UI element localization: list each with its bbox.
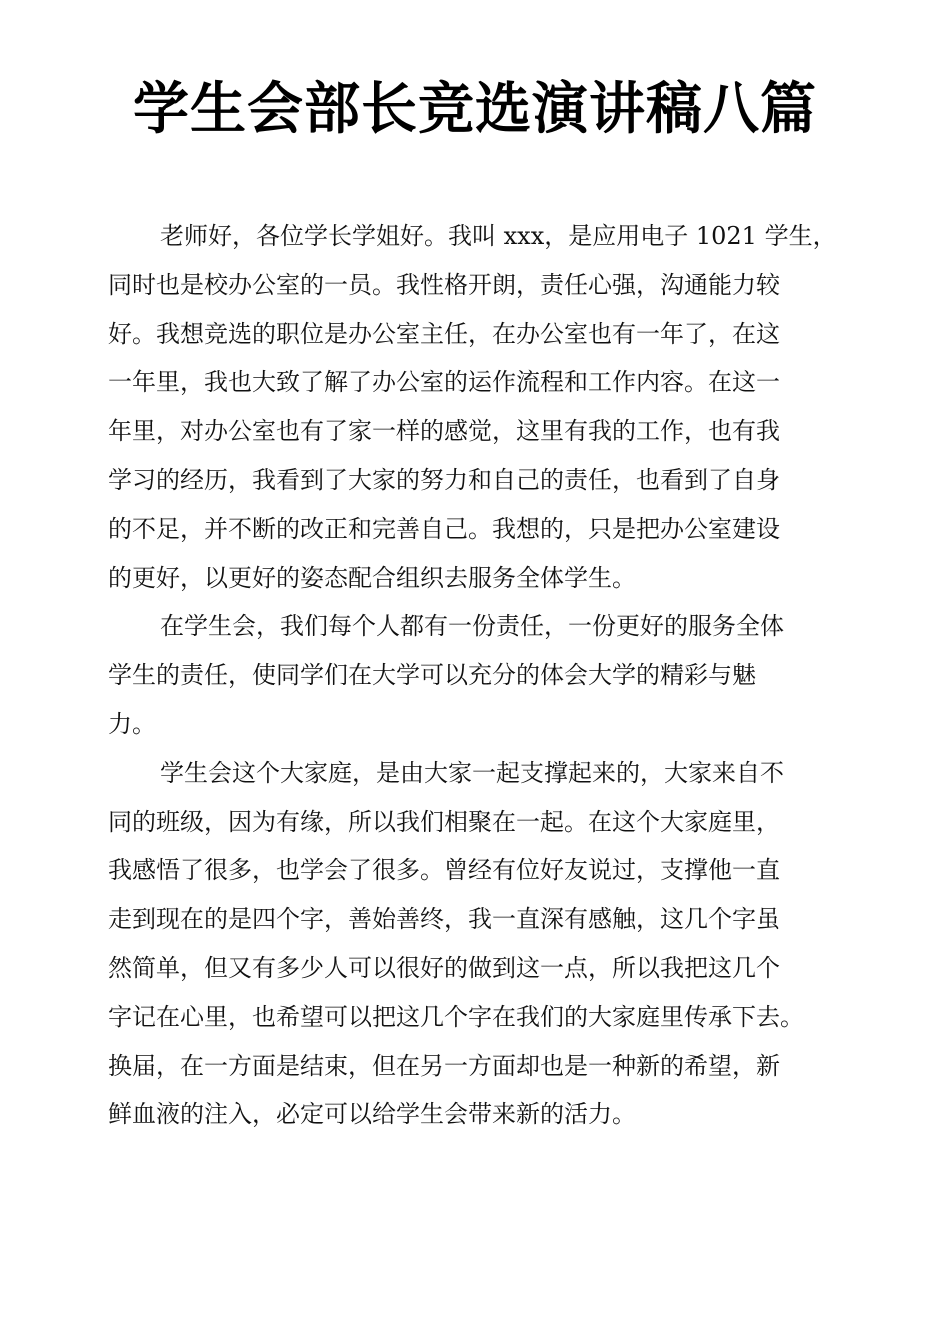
paragraph-1 xyxy=(108,212,838,602)
text-line: 好。我想竞选的职位是办公室主任，在办公室也有一年了，在这 xyxy=(108,319,780,348)
text-line: 同的班级，因为有缘，所以我们相聚在一起。在这个大家庭里， xyxy=(108,807,780,836)
text-line: 我感悟了很多，也学会了很多。曾经有位好友说过，支撑他一直 xyxy=(108,856,780,885)
text-line: 学生的责任，使同学们在大学可以充分的体会大学的精彩与魅 xyxy=(108,661,756,690)
text-line: 老师好，各位学长学姐好。我叫 xxx，是应用电子 1021 学生， xyxy=(160,222,837,250)
text-line: 学生会这个大家庭，是由大家一起支撑起来的，大家来自不 xyxy=(160,758,784,787)
text-line: 力。 xyxy=(108,709,156,738)
text-line: 然简单，但又有多少人可以很好的做到这一点，所以我把这几个 xyxy=(108,953,780,982)
text-line: 同时也是校办公室的一员。我性格开朗，责任心强，沟通能力较 xyxy=(108,270,780,299)
text-line: 字记在心里，也希望可以把这几个字在我们的大家庭里传承下去。 xyxy=(108,1002,804,1031)
text-line: 的不足，并不断的改正和完善自己。我想的，只是把办公室建设 xyxy=(108,514,780,543)
text-line: 年里，对办公室也有了家一样的感觉，这里有我的工作，也有我 xyxy=(108,417,780,446)
text-line: 走到现在的是四个字，善始善终，我一直深有感触，这几个字虽 xyxy=(108,905,780,934)
text-line: 鲜血液的注入，必定可以给学生会带来新的活力。 xyxy=(108,1100,636,1129)
text-line: 在学生会，我们每个人都有一份责任，一份更好的服务全体 xyxy=(160,612,784,641)
text-line: 的更好，以更好的姿态配合组织去服务全体学生。 xyxy=(108,563,636,592)
text-line: 换届，在一方面是结束，但在另一方面却也是一种新的希望，新 xyxy=(108,1051,780,1080)
paragraph-2 xyxy=(108,602,838,748)
paragraph-3 xyxy=(108,749,838,1139)
text-line: 学习的经历，我看到了大家的努力和自己的责任，也看到了自身 xyxy=(108,465,780,494)
document-body xyxy=(108,212,838,1139)
document-title: 学生会部长竞选演讲稿八篇 xyxy=(133,77,817,142)
text-line: 一年里，我也大致了解了办公室的运作流程和工作内容。在这一 xyxy=(108,368,780,397)
